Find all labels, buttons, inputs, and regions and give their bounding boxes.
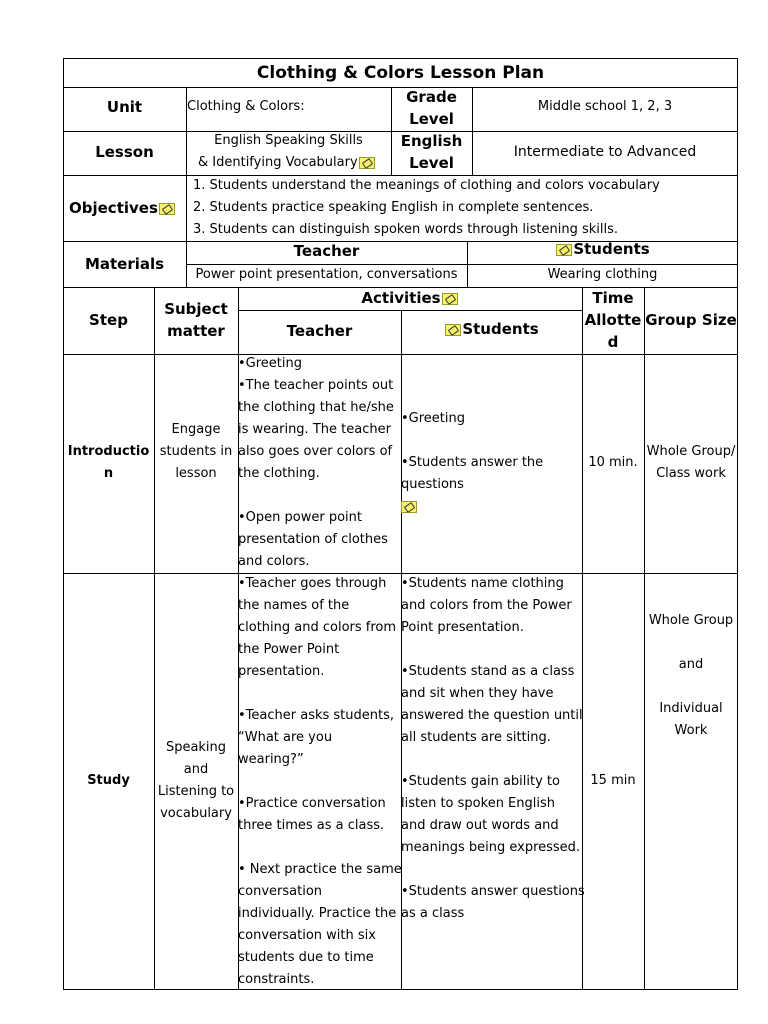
study-students-line: •Students name clothing xyxy=(401,576,564,591)
intro-group xyxy=(644,441,738,485)
study-teacher-line: clothing and colors from xyxy=(238,620,397,635)
intro-group-line: Class work xyxy=(656,466,726,481)
study-teacher-line: •Practice conversation xyxy=(238,796,386,811)
unit-value: Clothing & Colors: xyxy=(187,99,305,114)
study-subject-line: Listening to xyxy=(157,784,235,799)
intro-teacher-line: is wearing. The teacher xyxy=(238,422,391,437)
grade-label-1: Grade xyxy=(406,88,457,106)
time-header-1: Time xyxy=(592,289,634,307)
study-group xyxy=(644,610,738,742)
study-students-activities xyxy=(401,573,585,925)
study-students-line: listen to spoken English xyxy=(401,796,556,811)
study-teacher-line: conversation xyxy=(238,884,323,899)
comment-note-icon[interactable] xyxy=(442,293,458,305)
english-label-1: English xyxy=(400,132,463,150)
english-value: Intermediate to Advanced xyxy=(513,144,697,160)
study-subject-line: Speaking xyxy=(165,740,227,755)
materials-teacher-label: Teacher xyxy=(293,242,360,260)
study-students-line: all students are sitting. xyxy=(401,730,551,745)
study-students-line: and draw out words and xyxy=(401,818,559,833)
group-size-header: Group Size xyxy=(645,311,737,329)
study-teacher-line: constraints. xyxy=(238,972,315,987)
study-subject xyxy=(154,737,238,825)
study-students-line: •Students answer questions xyxy=(401,884,585,899)
study-group-line: Work xyxy=(674,723,708,738)
comment-note-icon[interactable] xyxy=(359,157,375,169)
intro-students-activities xyxy=(401,408,543,514)
study-group-line: and xyxy=(678,657,704,672)
study-students-line: and sit when they have xyxy=(401,686,554,701)
study-step: Study xyxy=(87,773,130,788)
intro-students-line: •Students answer the xyxy=(401,455,544,470)
intro-students-line xyxy=(401,430,543,452)
study-teacher-line xyxy=(238,683,402,705)
study-teacher-line: wearing?” xyxy=(238,752,304,767)
intro-teacher-line: •The teacher points out xyxy=(238,378,394,393)
objective-1: 1. Students understand the meanings of clothing and colors vocabulary xyxy=(193,178,660,193)
english-label-2: Level xyxy=(409,154,454,172)
intro-teacher-activities xyxy=(238,353,394,573)
study-students-line: Point presentation. xyxy=(401,620,524,635)
subject-header-2: matter xyxy=(167,322,225,340)
intro-teacher-line: also goes over colors of xyxy=(238,444,393,459)
study-teacher-line xyxy=(238,837,402,859)
activities-header-line xyxy=(238,287,582,309)
study-students-line: as a class xyxy=(401,906,465,921)
intro-teacher-line: •Open power point xyxy=(238,510,362,525)
intro-teacher-line: •Greeting xyxy=(238,356,302,371)
subject-header-1: Subject xyxy=(164,300,228,318)
intro-students-line: •Greeting xyxy=(401,411,465,426)
comment-note-icon[interactable] xyxy=(401,501,417,513)
unit-label: Unit xyxy=(106,98,143,116)
study-subject-line: and xyxy=(183,762,209,777)
intro-group-line: Whole Group/ xyxy=(646,444,736,459)
intro-students-line: questions xyxy=(401,477,464,492)
comment-note-icon[interactable] xyxy=(159,203,175,215)
study-time: 15 min xyxy=(590,773,636,788)
grade-label-2: Level xyxy=(409,110,454,128)
intro-time: 10 min. xyxy=(588,455,638,470)
materials-label: Materials xyxy=(84,255,165,273)
study-teacher-line: •Teacher goes through xyxy=(238,576,387,591)
study-subject-line: vocabulary xyxy=(160,806,232,821)
intro-teacher-line: the clothing. xyxy=(238,466,320,481)
materials-students-value: Wearing clothing xyxy=(547,267,658,282)
intro-subject-line: students in xyxy=(159,444,233,459)
students-header: Students xyxy=(462,320,539,338)
study-students-line: •Students stand as a class xyxy=(401,664,575,679)
time-header-3: d xyxy=(607,333,619,351)
intro-step-1: Introductio xyxy=(67,444,150,459)
study-students-line: answered the question until xyxy=(401,708,583,723)
step-header: Step xyxy=(89,311,128,329)
objectives-label-line xyxy=(69,197,176,219)
intro-teacher-line: presentation of clothes xyxy=(238,532,388,547)
materials-teacher-value: Power point presentation, conversations xyxy=(195,267,458,282)
intro-teacher-line xyxy=(238,485,394,507)
grade-value: Middle school 1, 2, 3 xyxy=(537,99,673,114)
study-teacher-line: presentation. xyxy=(238,664,325,679)
intro-teacher-line: and colors. xyxy=(238,554,310,569)
comment-note-icon[interactable] xyxy=(556,244,572,256)
rule xyxy=(154,287,155,990)
study-students-line: and colors from the Power xyxy=(401,598,572,613)
intro-teacher-line: the clothing that he/she xyxy=(238,400,394,415)
study-teacher-line: • Next practice the same xyxy=(238,862,402,877)
study-teacher-line: the Power Point xyxy=(238,642,340,657)
objective-2: 2. Students practice speaking English in complete sentences. xyxy=(193,200,594,215)
students-header-line xyxy=(401,318,582,340)
time-header-2: Allotte xyxy=(584,311,642,329)
intro-step-2: n xyxy=(103,466,114,481)
study-students-line xyxy=(401,859,585,881)
study-group-line xyxy=(644,676,738,698)
teacher-header: Teacher xyxy=(286,322,353,340)
study-teacher-line: “What are you xyxy=(238,730,333,745)
lesson-value-2: & Identifying Vocabulary xyxy=(198,155,358,170)
materials-students-label-line xyxy=(467,238,738,260)
study-students-line: meanings being expressed. xyxy=(401,840,581,855)
study-teacher-line xyxy=(238,771,402,793)
comment-note-icon[interactable] xyxy=(445,324,461,336)
rule xyxy=(238,310,582,311)
page-title: Clothing & Colors Lesson Plan xyxy=(256,63,545,83)
intro-note-row xyxy=(401,496,543,514)
lesson-value-1: English Speaking Skills xyxy=(214,133,363,148)
intro-subject-line: Engage xyxy=(171,422,221,437)
activities-header: Activities xyxy=(361,289,441,307)
objectives-label: Objectives xyxy=(69,199,158,217)
study-teacher-line: students due to time xyxy=(238,950,374,965)
intro-subject xyxy=(154,419,238,485)
study-teacher-line: individually. Practice the xyxy=(238,906,397,921)
intro-subject-line: lesson xyxy=(175,466,217,481)
study-teacher-activities xyxy=(238,573,402,991)
study-students-line xyxy=(401,639,585,661)
study-group-line xyxy=(644,632,738,654)
study-students-line xyxy=(401,749,585,771)
study-teacher-line: conversation with six xyxy=(238,928,376,943)
study-teacher-line: three times as a class. xyxy=(238,818,385,833)
lesson-label: Lesson xyxy=(95,143,154,161)
study-teacher-line: •Teacher asks students, xyxy=(238,708,394,723)
lesson-value-2-line xyxy=(198,152,376,174)
materials-students-label: Students xyxy=(573,240,650,258)
study-group-line: Individual xyxy=(659,701,723,716)
study-students-line: •Students gain ability to xyxy=(401,774,560,789)
study-group-line: Whole Group xyxy=(648,613,734,628)
objective-3: 3. Students can distinguish spoken words through listening skills. xyxy=(193,222,619,237)
study-teacher-line: the names of the xyxy=(238,598,350,613)
